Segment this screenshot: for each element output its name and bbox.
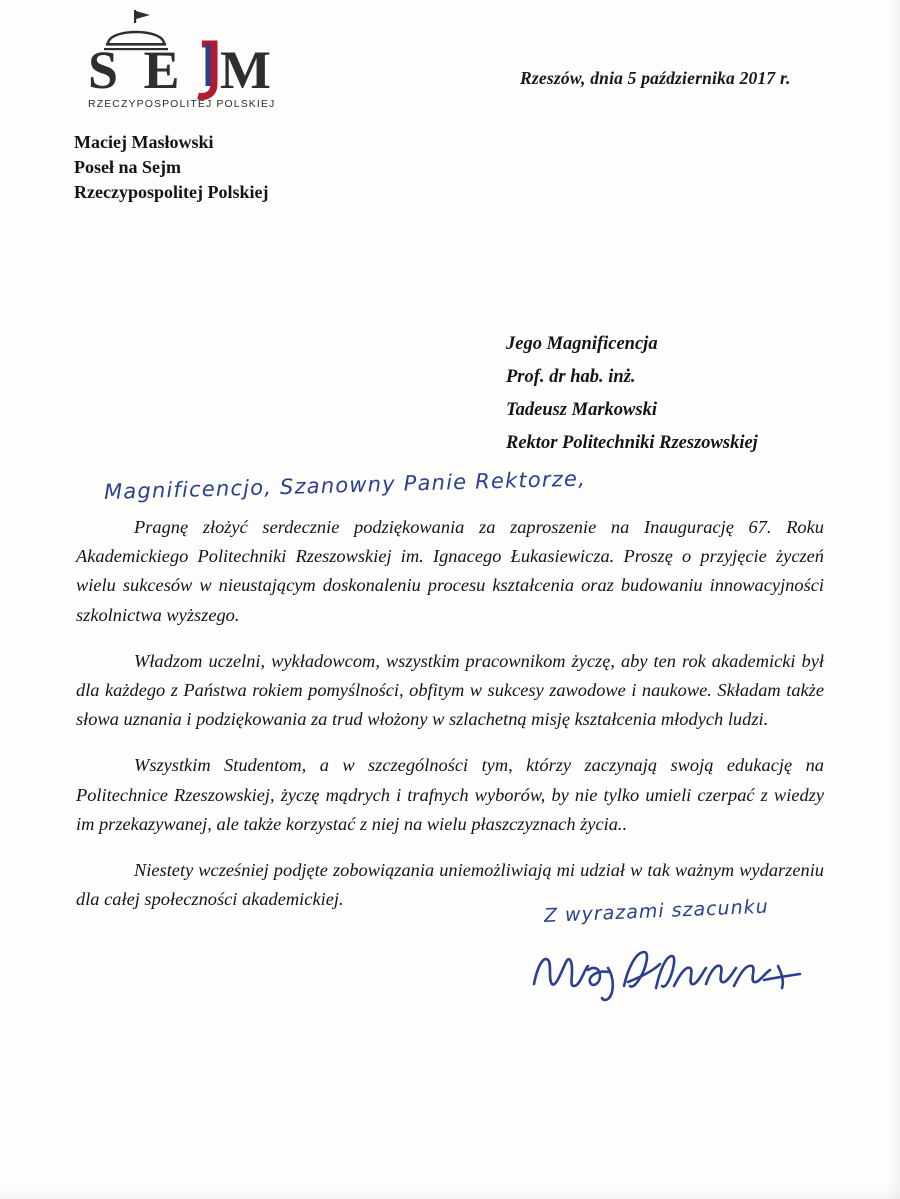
scan-edge-bottom (0, 1189, 900, 1199)
sender-block (74, 130, 268, 205)
body-paragraph-4: Niestety wcześniej podjęte zobowiązania uniemożliwiają mi udział w tak ważnym wydarzeniu dla całej społeczności akademickiej. (76, 860, 824, 910)
body-paragraph-1: Pragnę złożyć serdecznie podziękowania za zaproszenie na Inaugurację 67. Roku Akademickiego Politechniki Rzeszowskiej im. Ignacego Łukasiewicza. Proszę o przyjęcie życzeń wielu sukcesów w nieustającym doskonaleniu procesu kształcenia oraz budowaniu innowacyjności szkolnictwa wyższego. (76, 517, 824, 625)
body-paragraph-2: Władzom uczelni, wykładowcom, wszystkim pracownikom życzę, aby ten rok akademicki był dla każdego z Państwa rokiem pomyślności, obfitym w sukcesy zawodowe i naukowe. Składam także słowa uznania i podziękowania za trud włożony w szlachetną misję kształcenia młodych ludzi. (76, 650, 824, 730)
addressee-line-3: Tadeusz Markowski (506, 400, 657, 420)
addressee-line-1: Jego Magnificencja (506, 334, 658, 354)
addressee-line-2: Prof. dr hab. inż. (506, 367, 636, 387)
svg-text:M: M (220, 40, 277, 100)
handwritten-salutation: Magnificencjo, Szanowny Panie Rektorze, (103, 466, 587, 504)
sender-line-1: Maciej Masłowski (74, 132, 214, 152)
addressee-line-4: Rektor Politechniki Rzeszowskiej (506, 433, 758, 453)
date-line: Rzeszów, dnia 5 października 2017 r. (520, 68, 791, 88)
svg-text:S E: S E (88, 40, 186, 100)
sender-line-2: Poseł na Sejm (74, 157, 181, 177)
scan-edge-right (886, 0, 900, 1199)
signature-mark (528, 940, 828, 1010)
letter-body (76, 513, 824, 914)
sejm-logo-icon (78, 8, 338, 113)
sender-line-3: Rzeczypospolitej Polskiej (74, 182, 269, 202)
addressee-block (506, 328, 758, 460)
signature-icon (528, 940, 828, 1010)
sejm-letterhead (78, 8, 338, 113)
sejm-logo-subtitle: RZECZYPOSPOLITEJ POLSKIEJ (88, 98, 276, 110)
handwritten-closing: Z wyrazami szacunku (543, 895, 770, 927)
body-paragraph-3: Wszystkim Studentom, a w szczególności tym, którzy zaczynają swoją edukację na Politechnice Rzeszowskiej, życzę mądrych i trafnych wyborów, by nie tylko umieli czerpać z wiedzy im przekazywanej, ale także korzystać z niej na wielu płaszczyznach życia.. (76, 755, 824, 834)
